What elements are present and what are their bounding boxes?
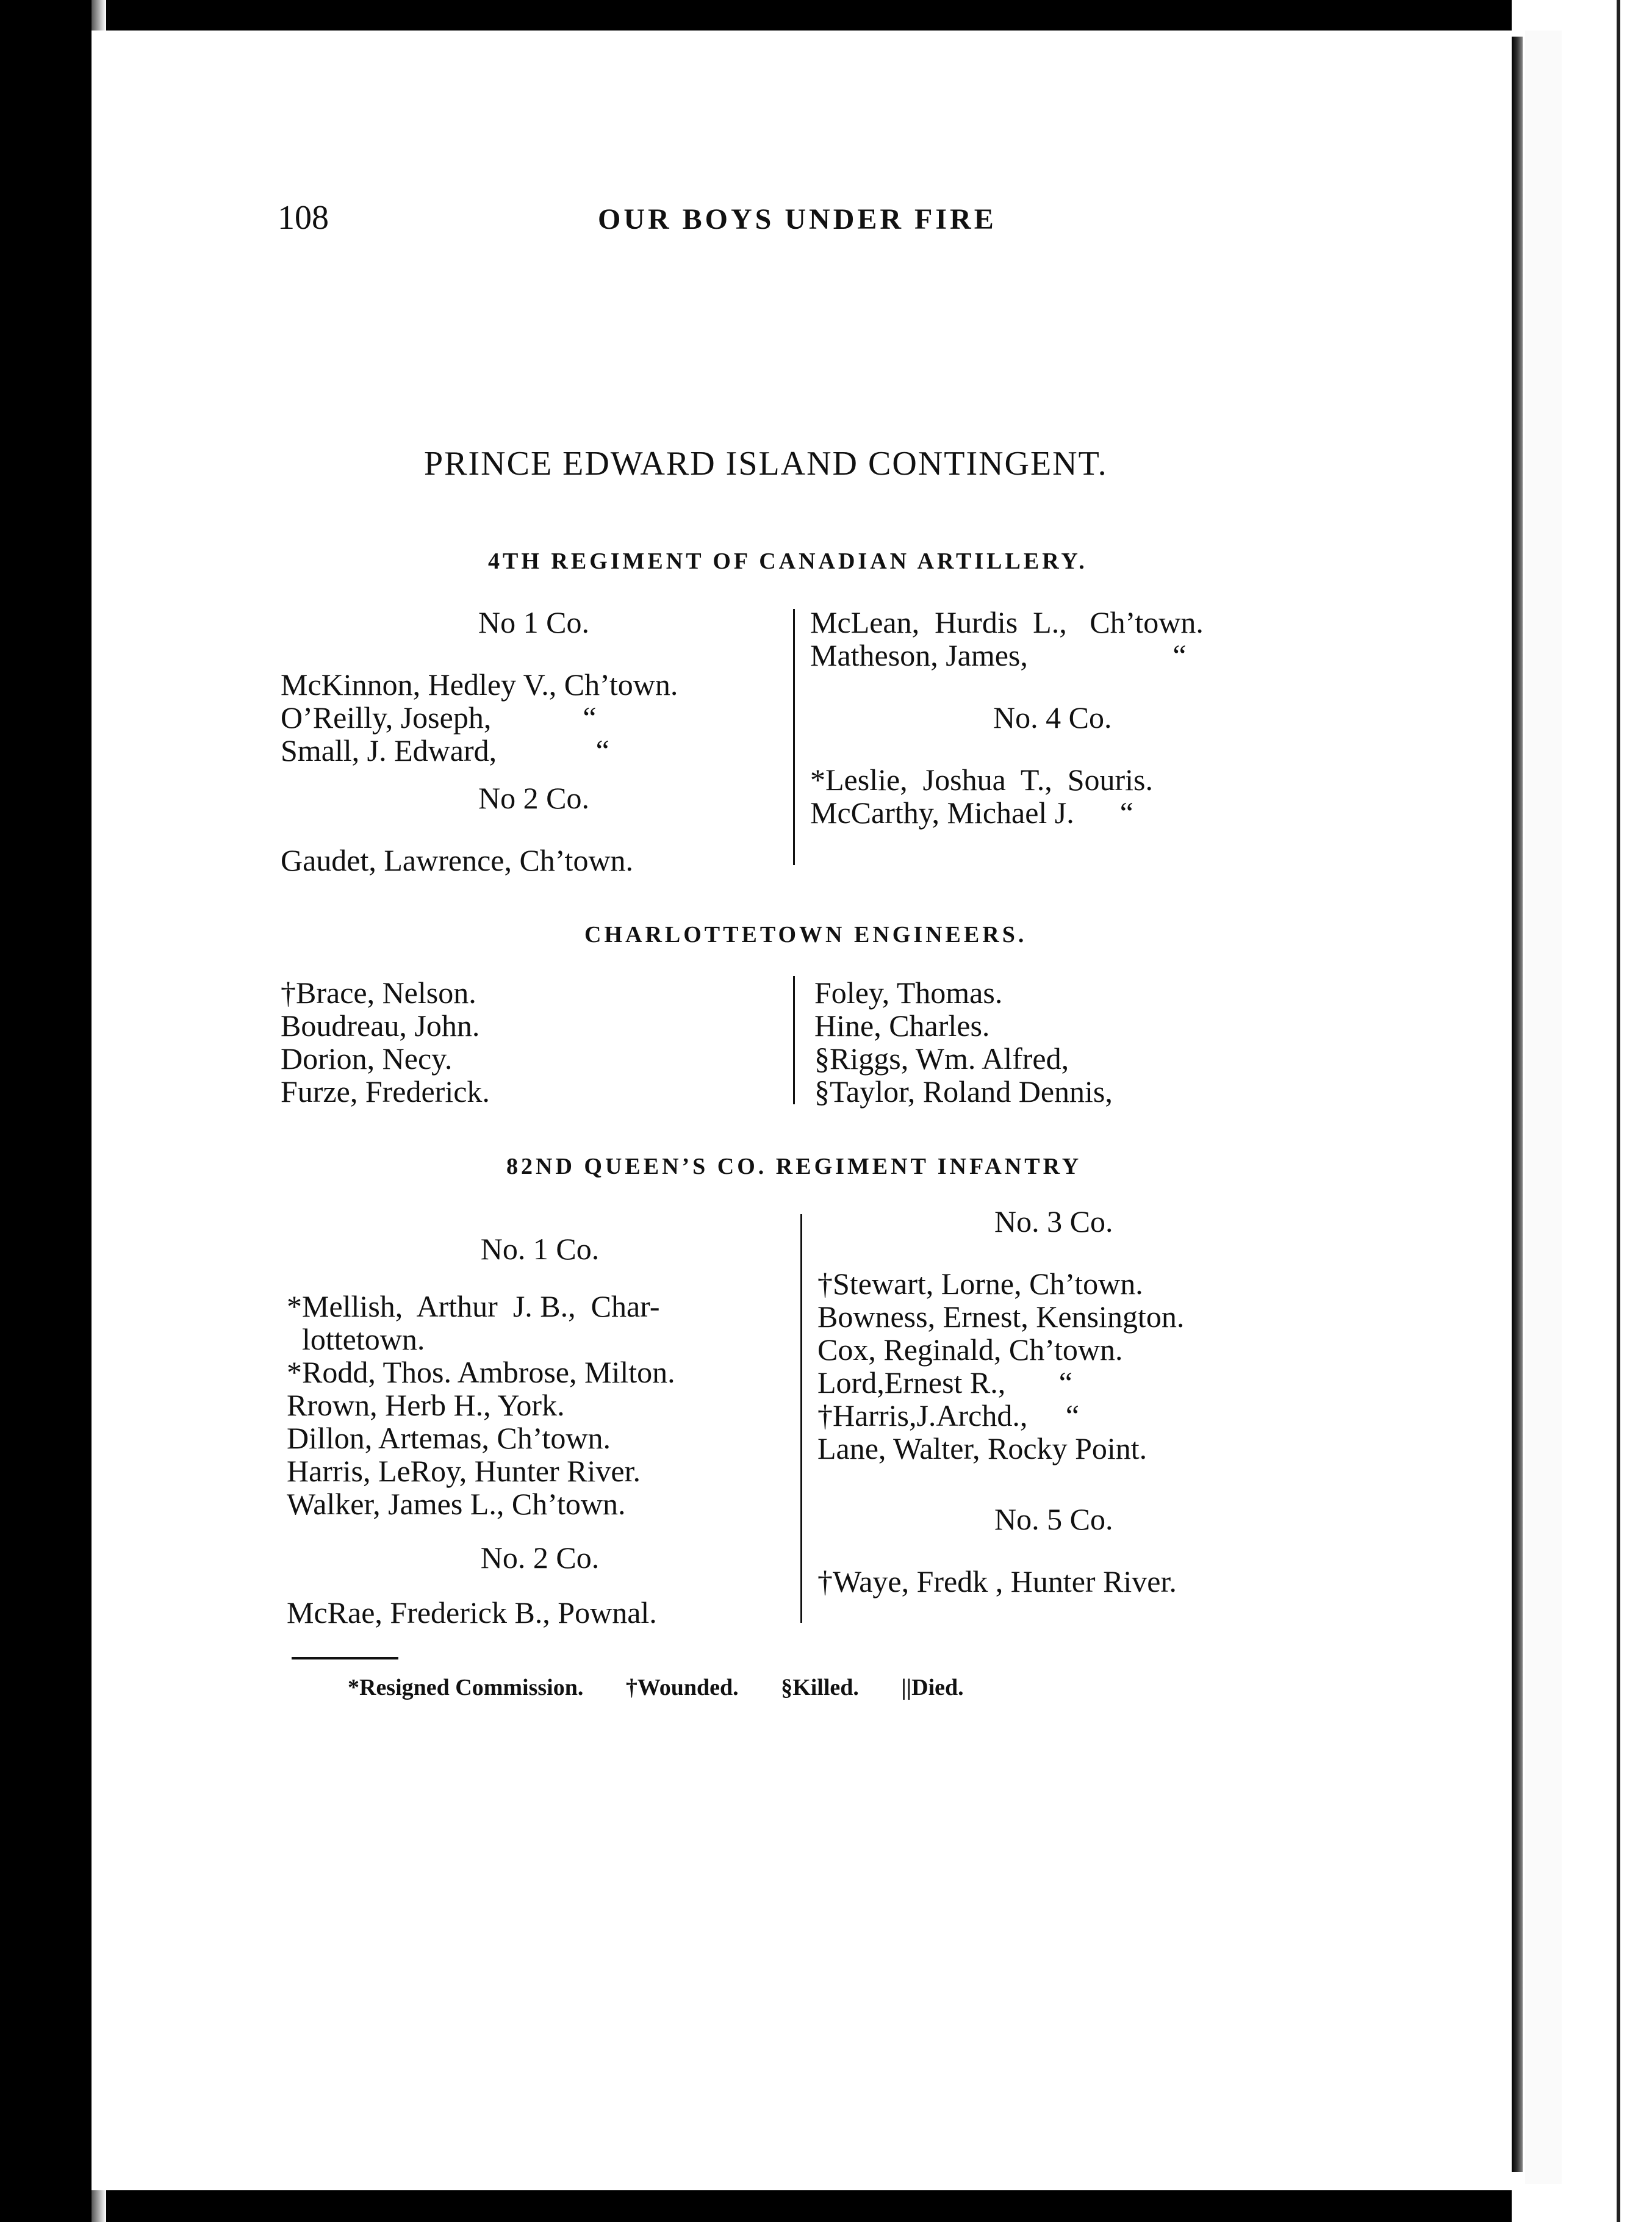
list-item: Small, J. Edward, “ xyxy=(281,733,609,768)
list-item: Furze, Frederick. xyxy=(281,1074,490,1109)
list-item: §Taylor, Roland Dennis, xyxy=(814,1074,1113,1109)
footnote-item: ||Died. xyxy=(901,1675,964,1700)
co-heading: No. 5 Co. xyxy=(994,1502,1113,1536)
list-item: Matheson, James, “ xyxy=(810,638,1187,672)
footnote-item: §Killed. xyxy=(781,1675,859,1700)
co-heading: No. 3 Co. xyxy=(994,1204,1113,1239)
list-item: Foley, Thomas. xyxy=(814,976,1003,1010)
list-item: Lane, Walter, Rocky Point. xyxy=(817,1431,1147,1465)
artillery-right-column xyxy=(810,606,1347,829)
list-item: Gaudet, Lawrence, Ch’town. xyxy=(281,843,634,877)
list-item: Bowness, Ernest, Kensington. xyxy=(817,1300,1185,1334)
column-divider xyxy=(793,609,795,865)
section-title-engineers: CHARLOTTETOWN ENGINEERS. xyxy=(584,922,1027,947)
co-heading: No. 1 Co. xyxy=(480,1232,600,1266)
engineers-right-column xyxy=(814,976,1339,1108)
page-heading: PRINCE EDWARD ISLAND CONTINGENT. xyxy=(424,445,1108,483)
column-divider xyxy=(800,1214,802,1623)
list-item: Boudreau, John. xyxy=(281,1009,480,1043)
list-item: †Waye, Fredk , Hunter River. xyxy=(817,1564,1177,1598)
footnote-item: †Wounded. xyxy=(625,1675,739,1700)
right-page-strip xyxy=(1525,31,1562,2184)
engineers-left-column xyxy=(281,976,781,1108)
list-item: Walker, James L., Ch’town. xyxy=(287,1487,626,1521)
list-item: lottetown. xyxy=(287,1322,425,1356)
right-gutter xyxy=(1512,37,1523,2172)
footnote-item: *Resigned Commission. xyxy=(348,1675,584,1700)
section-title-infantry: 82ND QUEEN’S CO. REGIMENT INFANTRY xyxy=(506,1154,1082,1179)
list-item: §Riggs, Wm. Alfred, xyxy=(814,1041,1069,1076)
running-head: OUR BOYS UNDER FIRE xyxy=(598,203,997,236)
column-divider xyxy=(793,976,795,1104)
list-item: †Stewart, Lorne, Ch’town. xyxy=(817,1267,1143,1301)
list-item: †Harris,J.Archd., “ xyxy=(817,1398,1080,1433)
list-item: Lord,Ernest R., “ xyxy=(817,1365,1072,1400)
co-heading: No. 2 Co. xyxy=(480,1541,600,1575)
list-item: McCarthy, Michael J. “ xyxy=(810,796,1133,830)
list-item: *Mellish, Arthur J. B., Char- xyxy=(287,1289,660,1323)
page-number: 108 xyxy=(278,199,329,237)
list-item: McLean, Hurdis L., Ch’town. xyxy=(810,605,1204,639)
footnote xyxy=(348,1674,1000,1701)
right-spine-line xyxy=(1617,0,1620,2222)
list-item: Dillon, Artemas, Ch’town. xyxy=(287,1421,611,1455)
infantry-right-column xyxy=(817,1205,1342,1598)
list-item: Rrown, Herb H., York. xyxy=(287,1388,565,1422)
list-item: Cox, Reginald, Ch’town. xyxy=(817,1332,1123,1367)
list-item: McKinnon, Hedley V., Ch’town. xyxy=(281,667,678,702)
list-item: *Rodd, Thos. Ambrose, Milton. xyxy=(287,1355,675,1389)
co-heading: No. 4 Co. xyxy=(993,700,1112,735)
footnote-rule xyxy=(292,1657,398,1659)
list-item: †Brace, Nelson. xyxy=(281,976,476,1010)
co-heading: No 2 Co. xyxy=(478,781,589,815)
co-heading: No 1 Co. xyxy=(478,605,589,639)
book-page xyxy=(92,31,1531,2190)
list-item: Dorion, Necy. xyxy=(281,1041,453,1076)
list-item: Hine, Charles. xyxy=(814,1009,990,1043)
section-title-artillery: 4TH REGIMENT OF CANADIAN ARTILLERY. xyxy=(488,548,1088,574)
list-item: McRae, Frederick B., Pownal. xyxy=(287,1595,657,1630)
list-item: O’Reilly, Joseph, “ xyxy=(281,700,597,735)
infantry-left-column xyxy=(287,1232,793,1629)
list-item: Harris, LeRoy, Hunter River. xyxy=(287,1454,641,1488)
list-item: *Leslie, Joshua T., Souris. xyxy=(810,763,1154,797)
artillery-left-column xyxy=(281,606,787,877)
